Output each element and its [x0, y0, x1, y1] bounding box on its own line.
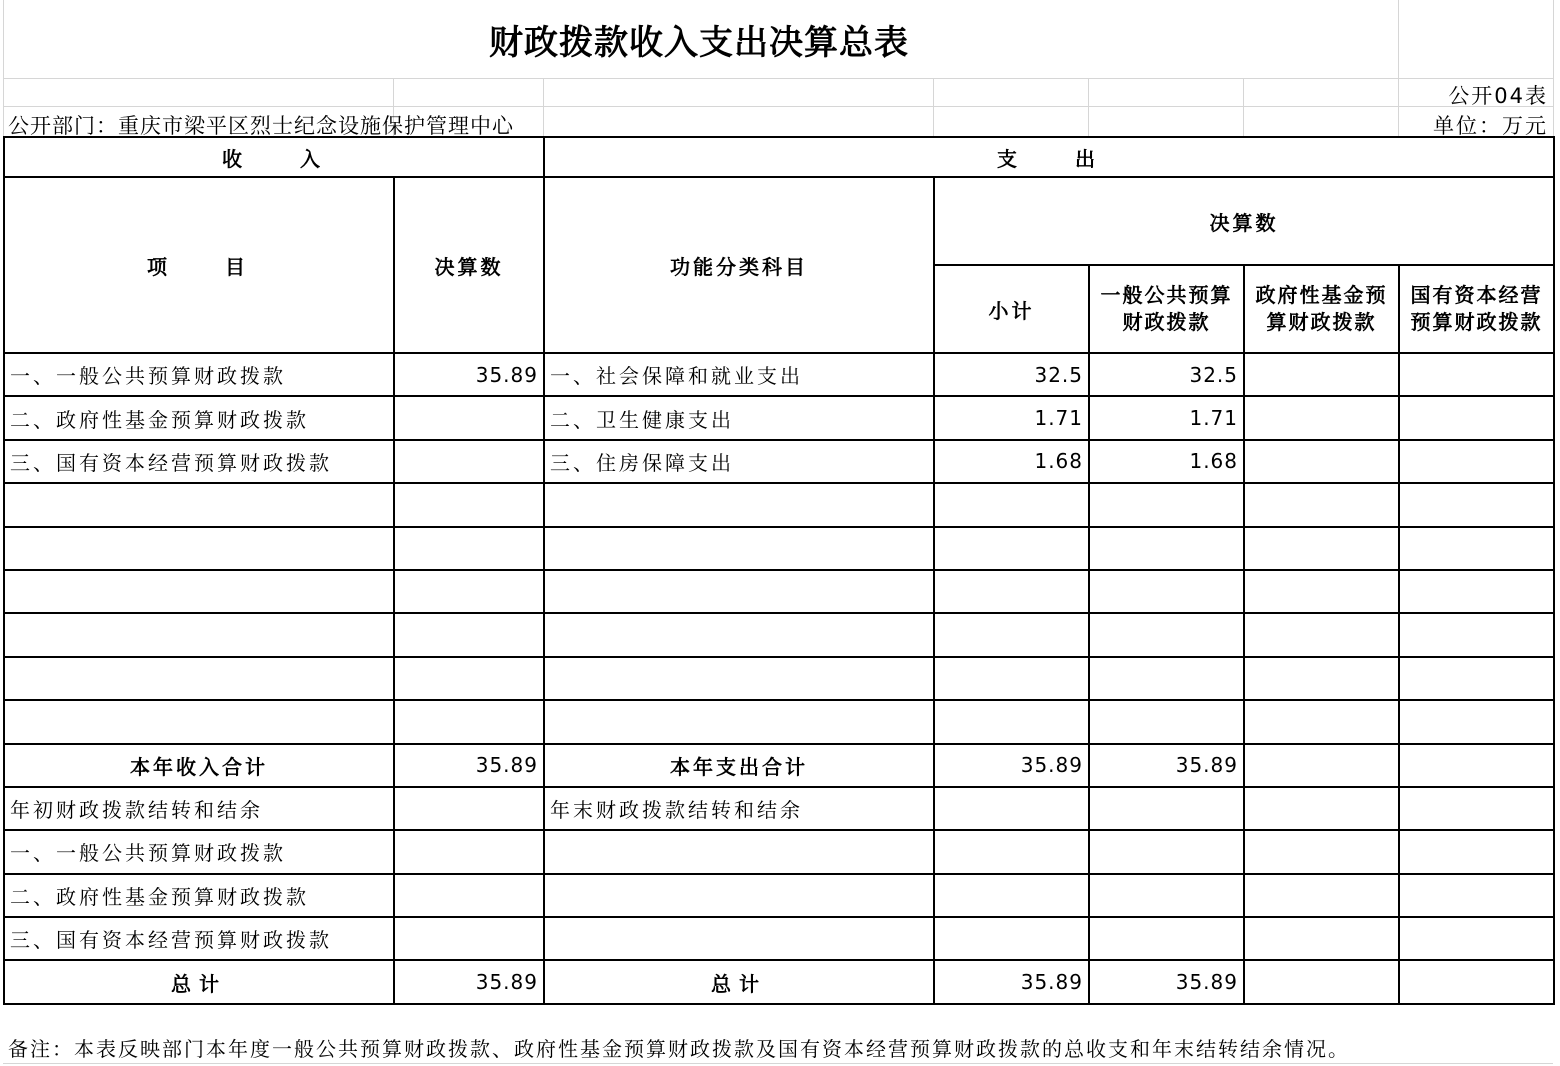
- settlement-header: 决算数: [934, 177, 1554, 265]
- grand-total-row: [4, 960, 1554, 1003]
- subtotal-header: 小计: [934, 265, 1089, 353]
- end-carry-label: 年末财政拨款结转和结余: [544, 787, 934, 830]
- table-row: [4, 396, 1554, 439]
- amount-header: 决算数: [394, 177, 544, 353]
- expense-item: 一、社会保障和就业支出: [544, 353, 934, 396]
- gov-fund-cell: [1244, 396, 1399, 439]
- year-income-total: 35.89: [394, 744, 544, 787]
- grand-income-label: 总计: [4, 960, 394, 1003]
- state-capital-cell: [1399, 440, 1554, 483]
- remark-note: 备注：本表反映部门本年度一般公共预算财政拨款、政府性基金预算财政拨款及国有资本经营预算财政拨款的总收支和年末结转结余情况。: [3, 1034, 1553, 1064]
- empty-row: [4, 613, 1554, 656]
- carry-row: [4, 917, 1554, 960]
- func-subject-header: 功能分类科目: [544, 177, 934, 353]
- carry-row: [4, 830, 1554, 873]
- empty-row: [4, 657, 1554, 700]
- gov-fund-cell: [1244, 353, 1399, 396]
- empty-row: [4, 570, 1554, 613]
- gov-fund-header: 政府性基金预算财政拨款: [1244, 265, 1399, 353]
- general-cell: 32.5: [1089, 353, 1244, 396]
- budget-table: [3, 136, 1555, 1005]
- empty-row: [4, 700, 1554, 743]
- state-capital-cell: [1399, 396, 1554, 439]
- carry-row: [4, 874, 1554, 917]
- general-cell: 1.68: [1089, 440, 1244, 483]
- year-total-row: [4, 744, 1554, 787]
- income-amount: [394, 396, 544, 439]
- empty-row: [4, 527, 1554, 570]
- item-header: 项 目: [4, 177, 394, 353]
- year-general: 35.89: [1089, 744, 1244, 787]
- general-cell: 1.71: [1089, 396, 1244, 439]
- general-budget-header: 一般公共预算财政拨款: [1089, 265, 1244, 353]
- carry-item: 二、政府性基金预算财政拨款: [4, 874, 394, 917]
- subtotal-cell: 1.71: [934, 396, 1089, 439]
- carry-item: 一、一般公共预算财政拨款: [4, 830, 394, 873]
- empty-row: [4, 483, 1554, 526]
- table-row: [4, 353, 1554, 396]
- department-label: 公开部门：重庆市梁平区烈士纪念设施保护管理中心: [8, 114, 514, 138]
- income-item: 二、政府性基金预算财政拨款: [4, 396, 394, 439]
- grand-expense-label: 总计: [544, 960, 934, 1003]
- form-number: 公开04表: [1448, 84, 1548, 108]
- expense-header: 支 出: [544, 137, 1554, 177]
- income-item: 三、国有资本经营预算财政拨款: [4, 440, 394, 483]
- year-subtotal: 35.89: [934, 744, 1089, 787]
- gov-fund-cell: [1244, 440, 1399, 483]
- expense-item: 三、住房保障支出: [544, 440, 934, 483]
- income-item: 一、一般公共预算财政拨款: [4, 353, 394, 396]
- state-capital-cell: [1399, 353, 1554, 396]
- report-title: 财政拨款收入支出决算总表: [489, 22, 909, 63]
- year-income-total-label: 本年收入合计: [4, 744, 394, 787]
- subtotal-cell: 1.68: [934, 440, 1089, 483]
- carry-item: 三、国有资本经营预算财政拨款: [4, 917, 394, 960]
- subtotal-cell: 32.5: [934, 353, 1089, 396]
- income-amount: 35.89: [394, 353, 544, 396]
- year-expense-total-label: 本年支出合计: [544, 744, 934, 787]
- grand-income-total: 35.89: [394, 960, 544, 1003]
- carry-row: [4, 787, 1554, 830]
- unit-label: 单位：万元: [1433, 114, 1548, 138]
- grand-general: 35.89: [1089, 960, 1244, 1003]
- grand-subtotal: 35.89: [934, 960, 1089, 1003]
- state-capital-header: 国有资本经营预算财政拨款: [1399, 265, 1554, 353]
- expense-item: 二、卫生健康支出: [544, 396, 934, 439]
- income-amount: [394, 440, 544, 483]
- table-row: [4, 440, 1554, 483]
- begin-carry-label: 年初财政拨款结转和结余: [4, 787, 394, 830]
- income-header: 收 入: [4, 137, 544, 177]
